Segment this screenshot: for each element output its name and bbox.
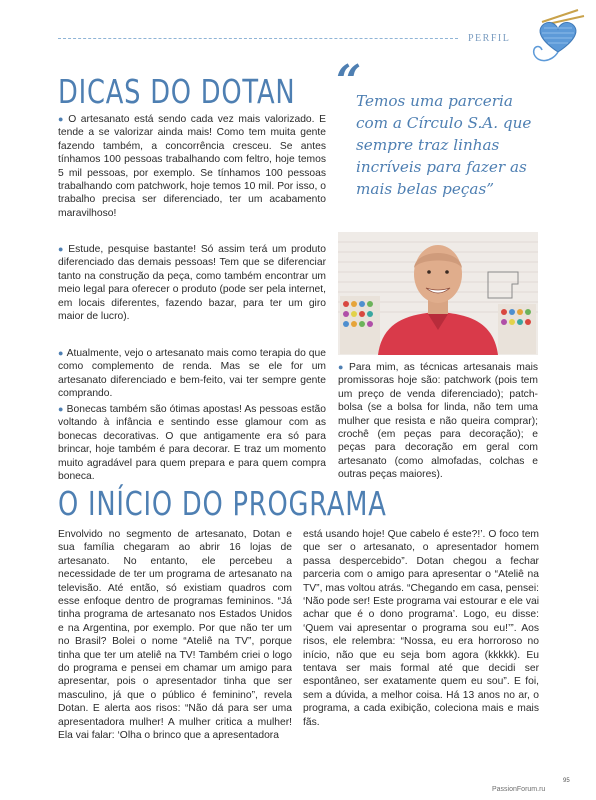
tip-paragraph: ● Estude, pesquise bastante! Só assim terá um produto diferenciado das demais pessoas! Tem que se diferenciar tanto na construção da peça, como também encontrar um meio legal para oferecer o produto (pode ser pela internet, em locais diferentes, fazendo bazar, para ter um giro maior de lucro). bbox=[58, 244, 326, 323]
portrait-photo bbox=[338, 232, 538, 355]
pull-quote: Temos uma parceria com a Círculo S.A. que sempre traz linhas incríveis para fazer as mais belas peças” bbox=[356, 92, 532, 198]
bullet-icon: ● bbox=[58, 244, 66, 254]
tip-paragraph: ● Para mim, as técnicas artesanais mais promissoras hoje são: patchwork (pois tem um preço de venda diferenciado); patch-bolsa (se a bolsa for linda, não tem uma mulher que resista e não queira comprar); crochê (em peças para decoração); e peças para decoração em geral com artesanato (como almofadas, colchas e outras peças maiores). bbox=[338, 362, 539, 481]
section-title-dicas: DICAS DO DOTAN bbox=[58, 72, 296, 111]
section-title-inicio: O INÍCIO DO PROGRAMA bbox=[58, 484, 387, 523]
tip-paragraph: ● O artesanato está sendo cada vez mais valorizado. E tende a se valorizar ainda mais! Como tem muita gente fazendo também, a concorrência cresceu. Se antes tínhamos 100 pessoas trabalhando com feltro, hoje temos 5 mil pessoas, por exemplo. Se tínhamos 100 pessoas trabalhando com patchwork, hoje temos 10 mil. Por isso, o trabalho precisa ser diferenciado, ter um acabamento maravilhoso! bbox=[58, 114, 327, 219]
quote-mark-icon: “ bbox=[336, 56, 362, 107]
bullet-icon: ● bbox=[58, 114, 66, 124]
bullet-icon: ● bbox=[58, 348, 64, 358]
header-dashed-line bbox=[58, 38, 458, 39]
yarn-heart-with-needles-icon bbox=[528, 8, 588, 70]
body-column-left: Envolvido no segmento de artesanato, Dotan e sua família chegaram ao abrir 16 lojas de artesanato. No entanto, ele percebeu a necessidade de ter um programa de artesanato na televisão. Até então, só existiam quadros com esse enfoque dentro de programas femininos. “Já tinha programa de artesanato nos Estados Unidos e na Argentina, por exemplo. Por que não ter um no Brasil? Bolei o nome “Ateliê na TV”, porque tinha que ter um ateliê na TV! Também criei o logo do programa e pensei em chamar um amigo para apresentar, pois o apresentador tinha que ser masculino, já que o público é feminino”, revela Dotan. E alerta aos risos: “Não dá para ser uma apresentadora mulher! A mulher critica a mulher! Ela vai falar: ‘Olha o brinco que a apresentadora bbox=[58, 529, 292, 742]
watermark: PassionForum.ru bbox=[492, 786, 546, 793]
bullet-icon: ● bbox=[338, 362, 346, 372]
tip-paragraph: ● Bonecas também são ótimas apostas! As pessoas estão voltando à infância e sentindo esse glamour com as bonecas decorativas. O que antigamente era só para brincar, hoje também é para decorar. E traz um momento muito agradável para quem prepara e para quem compra boneca. bbox=[58, 404, 327, 483]
tip-paragraph: ● Atualmente, vejo o artesanato mais como terapia do que como complemento de renda. Mas se ele for um artesanato diferenciado e bem-feito, vai ter sempre gente comprando. bbox=[58, 348, 326, 400]
bullet-icon: ● bbox=[58, 404, 64, 414]
page-number: 95 bbox=[563, 778, 570, 784]
section-label: PERFIL bbox=[468, 33, 511, 44]
body-column-right: está usando hoje! Que cabelo é este?!’. O foco tem que ser o artesanato, o apresentador homem passa despercebido”. Dotan chegou a fechar parceria com o amigo para apresentar o “Ateliê na TV”, mas voltou atrás. “Chegando em casa, pensei: ‘Não pode ser! Este programa vai estourar e ele vai achar que é o dono programa’. Logo, eu disse: ‘Quem vai apresentar o programa sou eu!’”. Aos risos, ele relembra: “Nossa, eu era horroroso no início, não que eu seja bom agora (kkkkk). Eu tentava ser mais formal até que decidi ser espontâneo, ser exatamente quem eu sou”. E foi, sem a dúvida, a melhor coisa. Há 13 anos no ar, o programa, a cada exibição, coleciona mais e mais fãs. bbox=[303, 529, 539, 728]
